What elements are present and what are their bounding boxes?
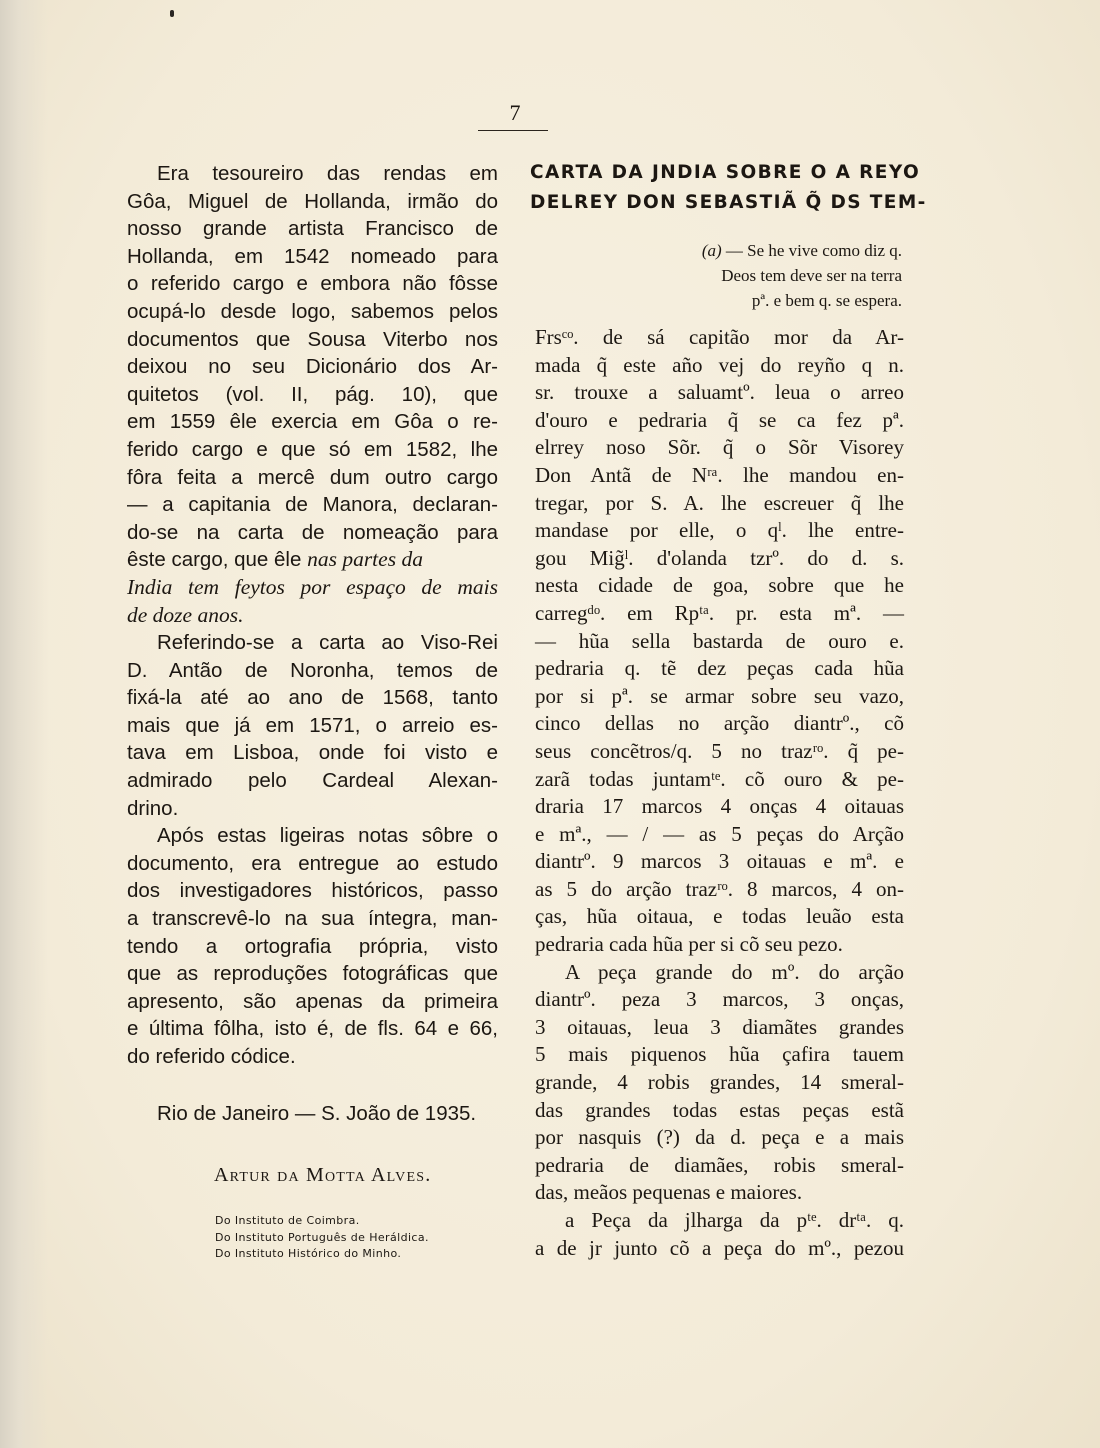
text-line: tava em Lisboa, onde foi visto e (127, 741, 498, 765)
text-line: dos investigadores históricos, passo (127, 879, 498, 903)
heading-line: CARTA DA JNDIA SOBRE O A REYO (530, 162, 921, 183)
text-line: gou Mig̃ˡ. d'olanda tzrº. do d. s. (535, 545, 904, 570)
text-line: a Peça da jlharga da pᵗᵉ. drᵗᵃ. q. (565, 1208, 904, 1232)
affiliation-line: Do Instituto Português de Heráldica. (215, 1230, 429, 1244)
affiliation-line: Do Instituto de Coimbra. (215, 1214, 360, 1227)
text-line: ças, hũa oitaua, e todas leuão esta (535, 904, 904, 929)
text-line: fixá-la até ao ano de 1568, tanto (127, 686, 498, 710)
text-line: d'ouro e pedraria q̃ se ca fez pª. (535, 407, 904, 432)
text-line: Frsᶜᵒ. de sá capitão mor da Ar- (535, 325, 904, 349)
text-line: pedraria q. tẽ dez peças cada hũa (535, 656, 904, 681)
text-line: zarã todas juntamᵗᵉ. cõ ouro & pe- (535, 766, 904, 791)
affiliation-line: Do Instituto Histórico do Minho. (215, 1247, 402, 1260)
text-line: Hollanda, em 1542 nomeado para (127, 244, 498, 268)
text-line: apresento, são apenas da primeira (127, 989, 498, 1013)
text-line: que as reproduções fotográficas que (127, 962, 498, 986)
text-line: deixou no seu Dicionário dos Ar- (127, 355, 498, 379)
text-line: D. Antão de Noronha, temos de (127, 658, 498, 682)
text-line: o referido cargo e embora não fôsse (127, 272, 498, 296)
text-line: seus concẽtros/q. 5 no trazʳᵒ. q̃ pe- (535, 738, 904, 763)
text-line: e última fôlha, isto é, de fls. 64 e 66, (127, 1017, 498, 1041)
text-line: fôra feita a mercê dum outro cargo (127, 465, 498, 489)
text-line: a de jr junto cõ a peça do mº., pezou (535, 1235, 904, 1260)
text-line: pedraria cada hũa per si cõ seu pezo. (535, 932, 843, 957)
author-signature: Artur da Motta Alves. (214, 1164, 432, 1186)
text-line: as 5 do arção trazʳᵒ. 8 marcos, 4 on- (535, 876, 904, 901)
text-line: a transcrevê-lo na sua íntegra, man- (127, 907, 498, 931)
text-line: draria 17 marcos 4 onças 4 oitauas (535, 794, 904, 819)
left-column-body (127, 160, 498, 1071)
text-line (127, 546, 498, 574)
text-line: quitetos (vol. II, pág. 10), que (127, 382, 498, 406)
text-line: Era tesoureiro das rendas em (157, 162, 498, 185)
text-line-roman: êste cargo, que êle (127, 548, 302, 572)
text-line: sr. trouxe a saluamtº. leua o arreo (535, 380, 904, 405)
note-mark: (a) (701, 241, 722, 260)
note-line: pª. e bem q. se espera. (751, 291, 902, 310)
marginal-note (620, 238, 902, 313)
text-line: diantrº. peza 3 marcos, 3 onças, (535, 987, 904, 1012)
text-line: — hũa sella bastarda de ouro e. (535, 628, 904, 653)
text-line: Don Antã de Nʳᵃ. lhe mandou en- (535, 462, 904, 487)
text-line: drino. (127, 796, 179, 820)
heading-line: DELREY DON SEBASTIÃ Q̃ DS TEM- (530, 192, 927, 213)
text-line: A peça grande do mº. do arção (565, 959, 904, 984)
text-line: documento, era entregue ao estudo (127, 851, 498, 875)
text-line: de doze anos. (127, 602, 244, 627)
text-line: do referido códice. (127, 1045, 296, 1068)
text-line: Referindo-se a carta ao Viso-Rei (157, 631, 498, 655)
document-heading (530, 158, 927, 218)
text-line: nesta cidade de goa, sobre que he (535, 573, 904, 598)
text-line: em 1559 êle exercia em Gôa o re- (127, 410, 498, 434)
author-affiliations (215, 1213, 429, 1263)
text-line: elrrey noso Sõr. q̃ o Sõr Visorey (535, 435, 904, 460)
note-text: — Se he vive como diz q. (725, 241, 902, 260)
text-line: das grandes todas estas peças estã (535, 1097, 904, 1122)
text-line: grande, 4 robis grandes, 14 smeral- (535, 1070, 904, 1095)
text-line: nosso grande artista Francisco de (127, 217, 498, 241)
text-line: e mª., — / — as 5 peças do Arção (535, 821, 904, 846)
text-line: cinco dellas no arção diantrº., cõ (535, 711, 904, 736)
note-line: Deos tem deve ser na terra (721, 266, 902, 285)
text-line: mada q̃ este año vej do reyño q n. (535, 352, 904, 377)
text-line-italic: nas partes da (307, 547, 423, 572)
ink-speck (170, 10, 174, 17)
page-number: 7 (509, 100, 521, 125)
binding-shadow (0, 0, 48, 1448)
text-line: 5 mais piquenos hũa çafira tauem (535, 1042, 904, 1067)
text-line: — a capitania de Manora, declaran- (127, 493, 498, 517)
text-line: 3 oitauas, leua 3 diamãtes grandes (535, 1014, 904, 1039)
text-line: por si pª. se armar sobre seu vazo, (535, 683, 904, 708)
text-line: tregar, por S. A. lhe escreuer q̃ lhe (535, 490, 904, 515)
text-line: ocupá-lo desde logo, sabemos pelos (127, 299, 498, 323)
text-line: diantrº. 9 marcos 3 oitauas e mª. e (535, 849, 904, 874)
page-number-rule (478, 130, 548, 131)
dateline: Rio de Janeiro — S. João de 1935. (157, 1102, 477, 1125)
note-line-first (620, 238, 902, 263)
text-line: India tem feytos por espaço de mais (127, 574, 498, 599)
text-line: documentos que Sousa Viterbo nos (127, 327, 498, 351)
text-line: tendo a ortografia própria, visto (127, 934, 498, 958)
text-line: mais que já em 1571, o arreio es- (127, 713, 498, 737)
text-line: Após estas ligeiras notas sôbre o (157, 824, 498, 848)
text-line: das, meãos pequenas e maiores. (535, 1180, 803, 1205)
text-line: admirado pelo Cardeal Alexan- (127, 769, 498, 793)
text-line: carregᵈᵒ. em Rpᵗᵃ. pr. esta mª. — (535, 600, 904, 625)
transcription-body (535, 324, 904, 1262)
text-line: Gôa, Miguel de Hollanda, irmão do (127, 189, 498, 213)
text-line: mandase por elle, o qˡ. lhe entre- (535, 518, 904, 543)
text-line: pedraria de diamães, robis smeral- (535, 1152, 904, 1177)
text-line: ferido cargo e que só em 1582, lhe (127, 437, 498, 461)
text-line: por nasquis (?) da d. peça e a mais (535, 1125, 904, 1150)
text-line: do-se na carta de nomeação para (127, 520, 498, 544)
